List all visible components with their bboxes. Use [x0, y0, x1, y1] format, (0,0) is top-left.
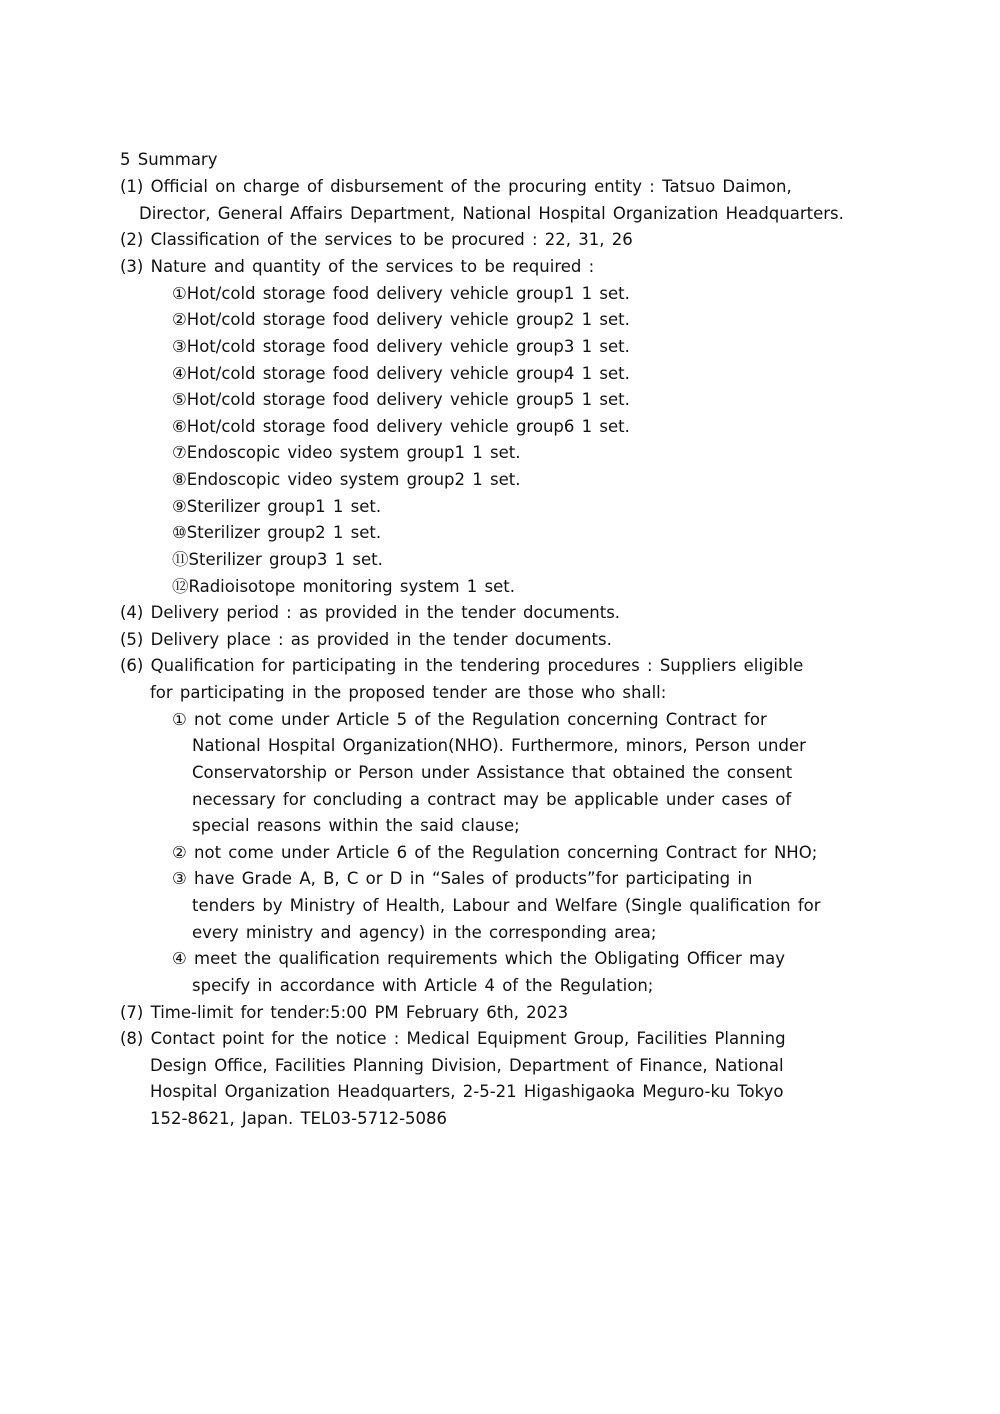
- service-item-1: ①Hot/cold storage food delivery vehicle group1 1 set.: [172, 284, 630, 303]
- service-item-2: ②Hot/cold storage food delivery vehicle group2 1 set.: [172, 310, 630, 329]
- item-8-line-3: Hospital Organization Headquarters, 2-5-21 Higashigaoka Meguro-ku Tokyo: [150, 1082, 784, 1101]
- item-8-line-4: 152-8621, Japan. TEL03-5712-5086: [150, 1109, 448, 1128]
- qualification-1-line-3: Conservatorship or Person under Assistance that obtained the consent: [192, 763, 793, 782]
- service-item-5: ⑤Hot/cold storage food delivery vehicle group5 1 set.: [172, 390, 630, 409]
- item-1-line-1: (1) Official on charge of disbursement of the procuring entity : Tatsuo Daimon,: [120, 177, 792, 196]
- service-item-8: ⑧Endoscopic video system group2 1 set.: [172, 470, 521, 489]
- item-3: (3) Nature and quantity of the services to be required :: [120, 257, 595, 276]
- qualification-3-line-2: tenders by Ministry of Health, Labour and Welfare (Single qualification for: [192, 896, 821, 915]
- qualification-2: ② not come under Article 6 of the Regulation concerning Contract for NHO;: [172, 843, 818, 862]
- qualification-1-line-5: special reasons within the said clause;: [192, 816, 520, 835]
- item-4: (4) Delivery period : as provided in the tender documents.: [120, 603, 621, 622]
- item-8-line-1: (8) Contact point for the notice : Medical Equipment Group, Facilities Planning: [120, 1029, 786, 1048]
- qualification-3-line-3: every ministry and agency) in the corresponding area;: [192, 923, 657, 942]
- qualification-1-line-2: National Hospital Organization(NHO). Furthermore, minors, Person under: [192, 736, 806, 755]
- qualification-4-line-2: specify in accordance with Article 4 of the Regulation;: [192, 976, 654, 995]
- item-5: (5) Delivery place : as provided in the tender documents.: [120, 630, 612, 649]
- item-8-line-2: Design Office, Facilities Planning Division, Department of Finance, National: [150, 1056, 784, 1075]
- qualification-1-line-1: ① not come under Article 5 of the Regulation concerning Contract for: [172, 710, 767, 729]
- item-1-line-2: Director, General Affairs Department, National Hospital Organization Headquarters.: [139, 204, 844, 223]
- service-item-3: ③Hot/cold storage food delivery vehicle group3 1 set.: [172, 337, 630, 356]
- section-title: 5 Summary: [120, 150, 218, 169]
- item-6-line-2: for participating in the proposed tender are those who shall:: [150, 683, 667, 702]
- item-6-line-1: (6) Qualification for participating in the tendering procedures : Suppliers eligible: [120, 656, 804, 675]
- service-item-10: ⑩Sterilizer group2 1 set.: [172, 523, 382, 542]
- service-item-9: ⑨Sterilizer group1 1 set.: [172, 497, 382, 516]
- service-item-7: ⑦Endoscopic video system group1 1 set.: [172, 443, 521, 462]
- service-item-6: ⑥Hot/cold storage food delivery vehicle group6 1 set.: [172, 417, 630, 436]
- service-item-11: ⑪Sterilizer group3 1 set.: [172, 550, 383, 569]
- service-item-12: ⑫Radioisotope monitoring system 1 set.: [172, 577, 515, 596]
- item-2: (2) Classification of the services to be procured : 22, 31, 26: [120, 230, 633, 249]
- qualification-3-line-1: ③ have Grade A, B, C or D in “Sales of products”for participating in: [172, 869, 753, 888]
- item-7: (7) Time-limit for tender:5:00 PM February 6th, 2023: [120, 1003, 569, 1022]
- service-item-4: ④Hot/cold storage food delivery vehicle group4 1 set.: [172, 364, 630, 383]
- qualification-4-line-1: ④ meet the qualification requirements which the Obligating Officer may: [172, 949, 785, 968]
- qualification-1-line-4: necessary for concluding a contract may be applicable under cases of: [192, 790, 792, 809]
